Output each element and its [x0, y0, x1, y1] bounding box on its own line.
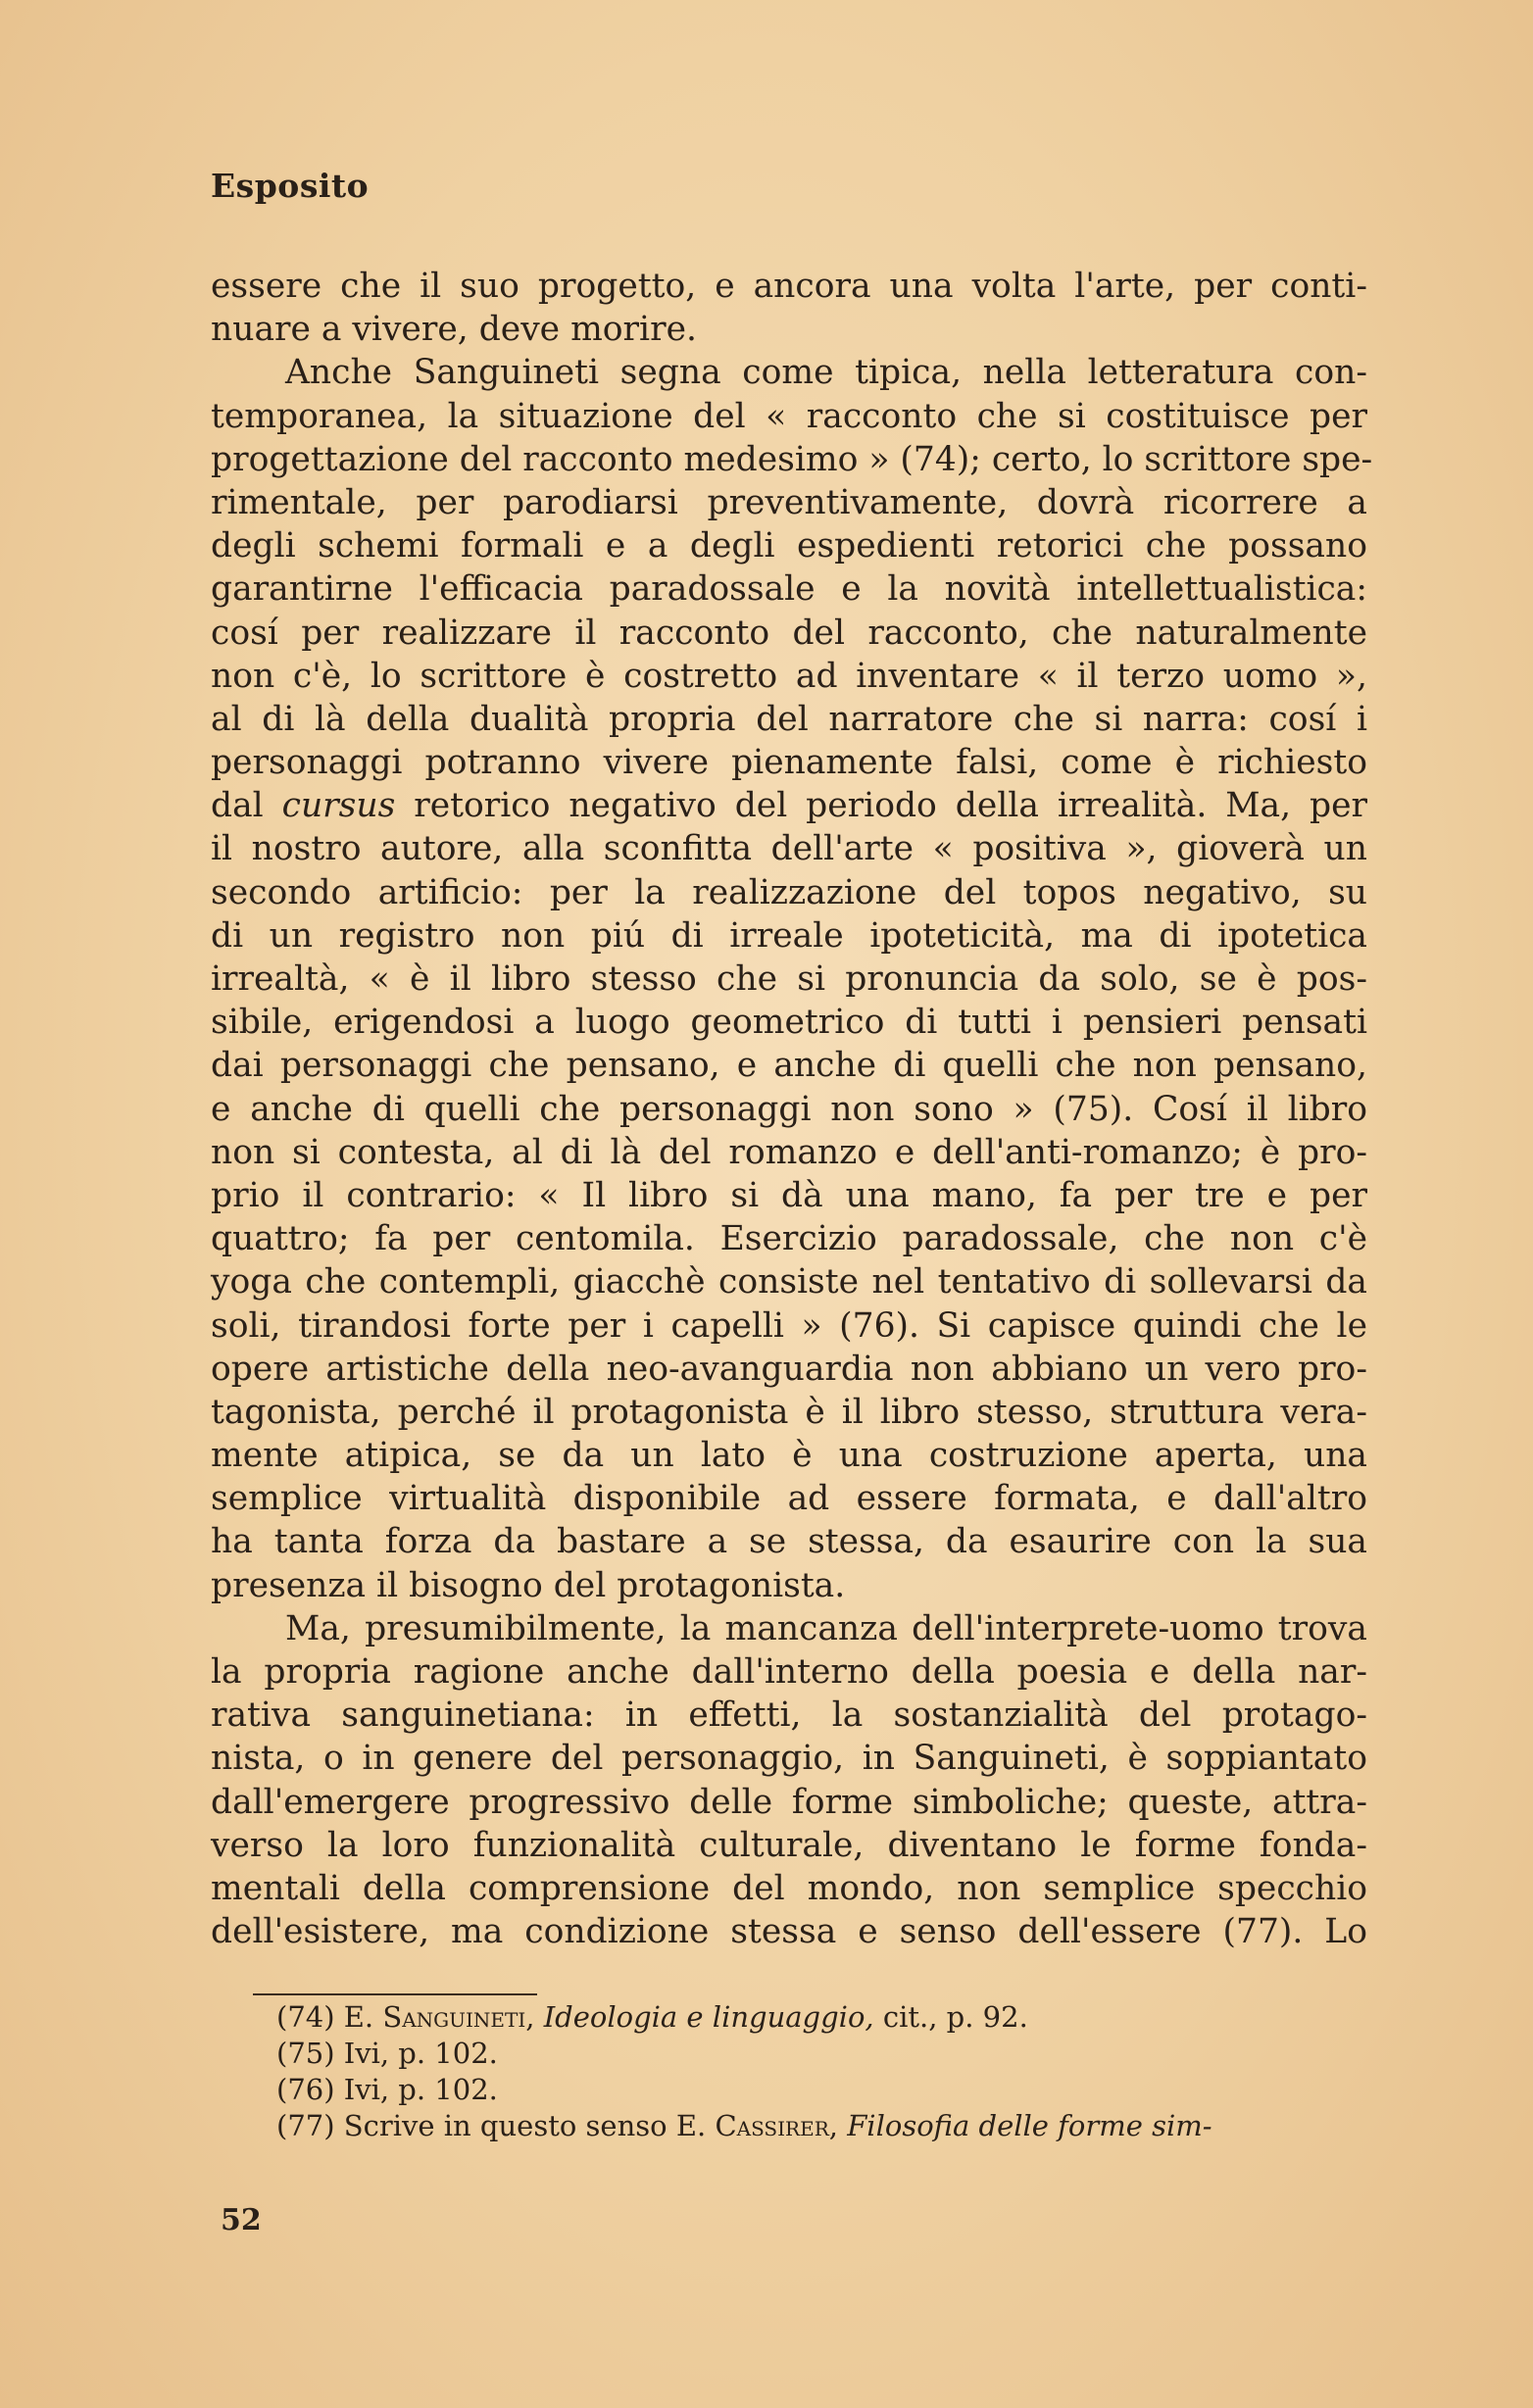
footnote-title: Filosofia delle forme sim-: [847, 2109, 1212, 2142]
text-line: temporanea, la situazione del « racconto che si costituisce per: [211, 396, 1367, 436]
footnote-74: [276, 1999, 1374, 2036]
footnote-text: Scrive in questo senso: [343, 2109, 668, 2142]
footnote-text: Ivi, p. 102.: [343, 2073, 498, 2106]
footnote-number: (74): [276, 2000, 335, 2034]
text-line: dal cursus retorico negativo del periodo della irrealità. Ma, per: [211, 786, 1368, 826]
text-line: Anche Sanguineti segna come tipica, nella letteratura con-: [285, 353, 1367, 393]
text-line: di un registro non piú di irreale ipoteticità, ma di ipotetica: [211, 915, 1367, 956]
text-line: presenza il bisogno del protagonista.: [211, 1565, 846, 1605]
footnote-title: Ideologia e linguaggio,: [543, 2000, 874, 2034]
text-line: mente atipica, se da un lato è una costruzione aperta, una: [211, 1436, 1367, 1476]
footnote-number: (76): [276, 2073, 335, 2106]
text-line: semplice virtualità disponibile ad essere formata, e dall'altro: [211, 1479, 1367, 1519]
text-line: rimentale, per parodiarsi preventivamente, dovrà ricorrere a: [211, 482, 1367, 522]
text-line: dell'esistere, ma condizione stessa e senso dell'essere (77). Lo: [211, 1912, 1367, 1952]
text-line: personaggi potranno vivere pienamente falsi, come è richiesto: [211, 743, 1367, 783]
text-line: nuare a vivere, deve morire.: [211, 310, 697, 350]
footnote-75: [276, 2036, 1374, 2072]
text-line: essere che il suo progetto, e ancora una volta l'arte, per conti-: [211, 267, 1367, 306]
page-number: 52: [221, 2203, 262, 2237]
text-line: quattro; fa per centomila. Esercizio paradossale, che non c'è: [211, 1219, 1367, 1259]
footnote-77: [276, 2108, 1374, 2144]
text-line: soli, tirandosi forte per i capelli » (76). Si capisce quindi che le: [211, 1305, 1367, 1346]
footnotes: [276, 1999, 1374, 2144]
text-line: mentali della comprensione del mondo, non semplice specchio: [211, 1868, 1367, 1908]
footnote-rule: [253, 1993, 537, 1995]
text-line: non si contesta, al di là del romanzo e dell'anti-romanzo; è pro-: [211, 1132, 1367, 1172]
text-line: al di là della dualità propria del narratore che si narra: cosí i: [211, 699, 1367, 739]
text-line: opere artistiche della neo-avanguardia non abbiano un vero pro-: [211, 1349, 1367, 1389]
text-line: garantirne l'efficacia paradossale e la novità intellettualistica:: [211, 569, 1367, 610]
text-line: ha tanta forza da bastare a se stessa, da esaurire con la sua: [211, 1522, 1367, 1562]
text-line: rativa sanguinetiana: in effetti, la sostanzialità del protago-: [211, 1695, 1367, 1736]
text-line: secondo artificio: per la realizzazione del topos negativo, su: [211, 872, 1367, 912]
footnote-text: Ivi, p. 102.: [343, 2037, 498, 2070]
text-line: progettazione del racconto medesimo » (74); certo, lo scrittore spe-: [211, 439, 1373, 479]
text-line: non c'è, lo scrittore è costretto ad inventare « il terzo uomo »,: [211, 656, 1367, 696]
text-line: yoga che contempli, giacchè consiste nel tentativo di sollevarsi da: [211, 1262, 1367, 1302]
italic-term: cursus: [281, 786, 396, 826]
text-line: la propria ragione anche dall'interno della poesia e della nar-: [211, 1652, 1367, 1692]
text-line: sibile, erigendosi a luogo geometrico di tutti i pensieri pensati: [211, 1003, 1367, 1043]
text-line: nista, o in genere del personaggio, in Sanguineti, è soppiantato: [211, 1739, 1367, 1779]
running-head: Esposito: [211, 167, 370, 205]
text-line: cosí per realizzare il racconto del racconto, che naturalmente: [211, 613, 1367, 653]
text-line: prio il contrario: « Il libro si dà una mano, fa per tre e per: [211, 1175, 1367, 1215]
text-line: il nostro autore, alla sconfitta dell'arte « positiva », gioverà un: [211, 829, 1367, 869]
footnote-76: [276, 2072, 1374, 2108]
text-line: Ma, presumibilmente, la mancanza dell'interprete-uomo trova: [285, 1608, 1367, 1648]
text-line: degli schemi formali e a degli espedienti retorici che possano: [211, 526, 1367, 566]
text-line: tagonista, perché il protagonista è il libro stesso, struttura vera-: [211, 1392, 1367, 1432]
body-text: [211, 265, 1373, 1953]
footnote-number: (75): [276, 2037, 335, 2070]
text-line: dai personaggi che pensano, e anche di quelli che non pensano,: [211, 1046, 1367, 1086]
text-line: verso la loro funzionalità culturale, diventano le forme fonda-: [211, 1825, 1367, 1865]
footnote-number: (77): [276, 2109, 335, 2142]
text-line: dall'emergere progressivo delle forme simboliche; queste, attra-: [211, 1782, 1367, 1822]
footnote-rest: cit., p. 92.: [882, 2000, 1028, 2034]
footnote-author: E. Sanguineti,: [343, 2000, 535, 2034]
text-line: e anche di quelli che personaggi non sono » (75). Cosí il libro: [211, 1089, 1367, 1129]
footnote-author: E. Cassirer,: [675, 2109, 838, 2142]
text-line: irrealtà, « è il libro stesso che si pronuncia da solo, se è pos-: [211, 959, 1367, 999]
